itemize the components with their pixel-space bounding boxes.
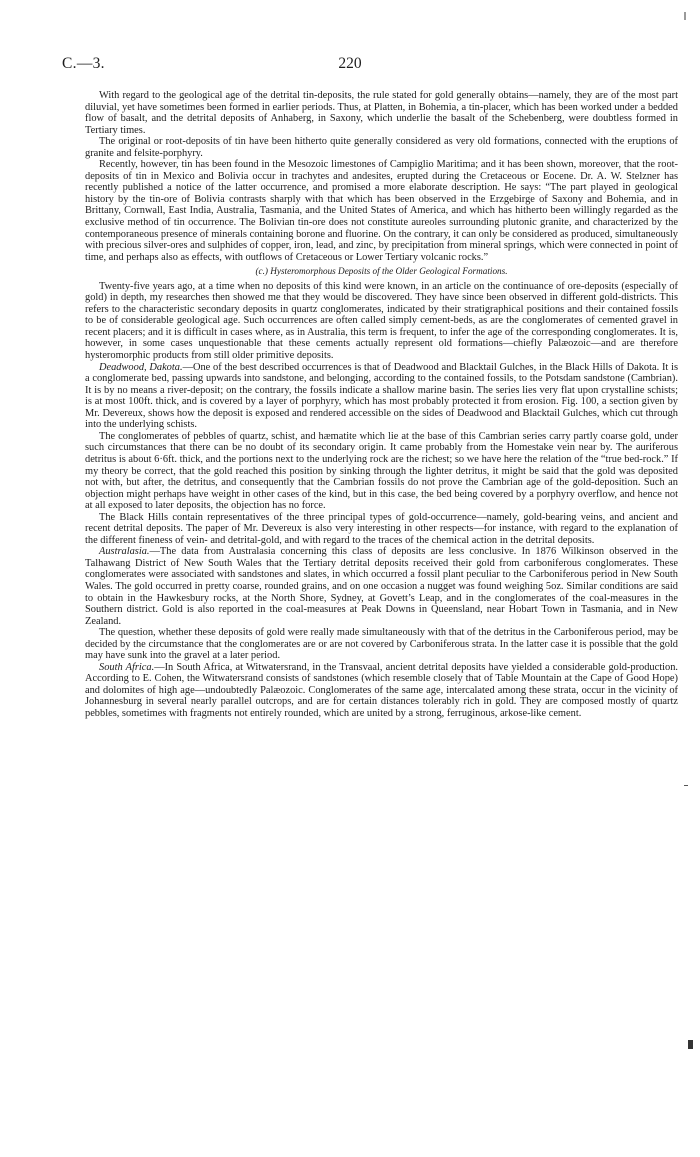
paragraph-text: Recently, however, tin has been found in the Mesozoic limestones of Campiglio Maritima; and it has been shown, moreover, that the root-deposits of tin in Mexico and Bolivia occur in trachytes and andesites, erupted during the Cretaceous or Eocene. Dr. A. W. Stelzner has recently published a notice of the latter occurrence, and promised a more elaborate description. He says: “The part played in geological history by the tin-ore of Bolivia contrasts sharply with that which has been observed in the Erzgebirge of Saxony and Bohemia, and in Brittany, Cornwall, East India, Australia, Tasmania, and the United States of America, and which has hitherto been willingly regarded as the exclusive method of tin occurrence. The Bolivian tin-ore does not constitute aureoles surrounding plutonic granite, and characterized by the contemporaneous presence of minerals containing borone and fluorine. On the contrary, it can only be considered as produced, simultaneously with precious silver-ores and sulphides of copper, iron, lead, and zinc, by precipitation from mineral springs, which were connected in point of time, and perhaps also as effects, with outflows of Cretaceous or Lower Tertiary volcanic rocks.” <box>85 159 678 263</box>
page-number: 220 <box>338 55 362 72</box>
run-in-heading: Australasia. <box>99 546 150 558</box>
run-in-heading: Deadwood, Dakota. <box>99 361 183 373</box>
paragraph-text: The Black Hills contain representatives of the three principal types of gold-occurrence—namely, gold-bearing veins, and ancient and recent detrital deposits. The paper of Mr. Devereux is also very interesting in other respects—for instance, with regard to the explanation of the different fineness of vein- and detrital-gold, and with regard to the traces of the chemical action in the detrital deposits. <box>85 511 678 546</box>
paragraph <box>85 159 678 263</box>
page-header <box>62 55 638 75</box>
paragraph-text: With regard to the geological age of the detrital tin-deposits, the rule stated for gold generally obtains—namely, they are of the most part diluvial, yet have sometimes been formed in earlier periods. Thus, at Platten, in Bohemia, a tin-placer, which has been worked under a bedded flow of basalt, and the detrital deposits of Anhaberg, in Saxony, which underlie the basalt of the Schebenberg, were doubtless formed in Tertiary times. <box>85 90 678 136</box>
paragraph <box>85 627 678 662</box>
scan-edge-mark <box>684 12 686 20</box>
scan-edge-mark <box>688 1040 693 1049</box>
paragraph-text: —One of the best described occurrences is that of Deadwood and Blacktail Gulches, in the Black Hills of Dakota. It is a conglomerate bed, passing upwards into sandstone, and belonging, according to the contained fossils, to the Potsdam sandstone (Cambrian). It is by no means a river-deposit; on the contrary, the fossils indicate a shallow marine basin. The series lies very flat upon crystalline schists; is at most 100ft. thick, and is covered by a layer of porphyry, which has most probably protected it from erosion. Fig. 100, a section given by Mr. Devereux, shows how the deposit is exposed and rendered accessible on the sides of Deadwood and Blacktail Gulches, which cut through into the underlying schists. <box>85 361 679 431</box>
paragraph <box>85 136 678 159</box>
paragraph-text: The original or root-deposits of tin have been hitherto quite generally considered as very old formations, connected with the eruptions of granite and felsite-porphyry. <box>85 136 678 159</box>
section-reference: C.—3. <box>62 55 105 72</box>
paragraph-text: —In South Africa, at Witwatersrand, in the Transvaal, ancient detrital deposits have yielded a considerable gold-production. According to E. Cohen, the Witwatersrand consists of sandstones (which resemble closely that of Table Mountain at the Cape of Good Hope) and dolomites of high age—undoubtedly Palæozoic. Conglomerates of the same age, intercalated among these strata, occur in the vicinity of Johannesburg in several nearly parallel outcrops, and are for certain distances tolerably rich in gold. They are composed mostly of quartz pebbles, sometimes with fragments not entirely rounded, which are united by a strong, ferruginous, arkose-like cement. <box>85 661 678 719</box>
paragraph-text: The question, whether these deposits of gold were really made simultaneously with that of the detritus in the Carboniferous period, may be decided by the circumstance that the conglomerates are or are not covered by Carboniferous strata. In the latter case it is possible that the gold may have sunk into the gravel at a later period. <box>85 627 678 662</box>
paragraph <box>85 546 678 627</box>
paragraph-text: The conglomerates of pebbles of quartz, schist, and hæmatite which lie at the base of this Cambrian series carry partly coarse gold, under such circumstances that there can be no doubt of its secondary origin. It came probably from the Homestake vein near by. The auriferous detritus is about 6·6ft. thick, and the portions next to the underlying rock are the richest; so we have here the relation of the “true bed-rock.” If my theory be correct, that the gold reached this position by sinking through the lighter detritus, it might be said that the gold was deposited not with, but after, the detritus, and consequently that the Cambrian fossils do not prove the Cambrian age of the gold-deposition. Such an objection might perhaps have weight in other cases of the kind, but in this case, the bed being covered by a porphyry overflow, and hence not at all exposed to later deposits, the objection has no force. <box>85 430 678 512</box>
section-heading: (c.) Hysteromorphous Deposits of the Older Geological Formations. <box>255 266 508 277</box>
paragraph <box>85 281 678 362</box>
run-in-heading: South Africa. <box>99 661 155 673</box>
paragraph <box>85 512 678 547</box>
paragraph <box>85 362 678 431</box>
paragraph <box>85 662 678 720</box>
paragraph-text: —The data from Australasia concerning this class of deposits are less conclusive. In 1876 Wilkinson observed in the Talhawang District of New South Wales that the Tertiary detrital deposits received their gold from carboniferous conglomerates. These conglomerates were associated with sandstones and slates, in which occurred a fossil plant peculiar to the Carboniferous period in New South Wales. The gold occurred in pretty coarse, rounded grains, and on one occasion a nugget was found weighing 5oz. Similar conditions are said to obtain in the Hawkesbury rocks, at the North Shore, Sydney, at Govett’s Leap, and in the conglomerates of the coal-measures in the Southern district. Gold is also reported in the coal-measures at Peak Downs in Queensland, near Hobart Town in Tasmania, and in New Zealand. <box>85 546 678 627</box>
paragraph <box>85 431 678 512</box>
article-body <box>85 90 678 720</box>
paragraph <box>85 90 678 136</box>
margin-mark <box>684 785 688 786</box>
paragraph-text: Twenty-five years ago, at a time when no deposits of this kind were known, in an article on the continuance of ore-deposits (especially of gold) in depth, my researches then showed me that they would be discovered. They have since been observed in different gold-districts. This refers to the characteristic secondary deposits in quartz conglomerates, indicated by their stratigraphical positions and their contained fossils to be of considerable geological age. Such occurrences are often called simply cement-beds, as are the conglomerates of cemented gravel in recent placers; and it is difficult in cases where, as in Australia, this term is frequent, to infer the age of the corresponding conglomerates. It is, however, in some cases unquestionable that these cements actually represent old formations—chiefly Palæozoic—and are therefore hysteromorphic products from still older primitive deposits. <box>85 280 678 362</box>
